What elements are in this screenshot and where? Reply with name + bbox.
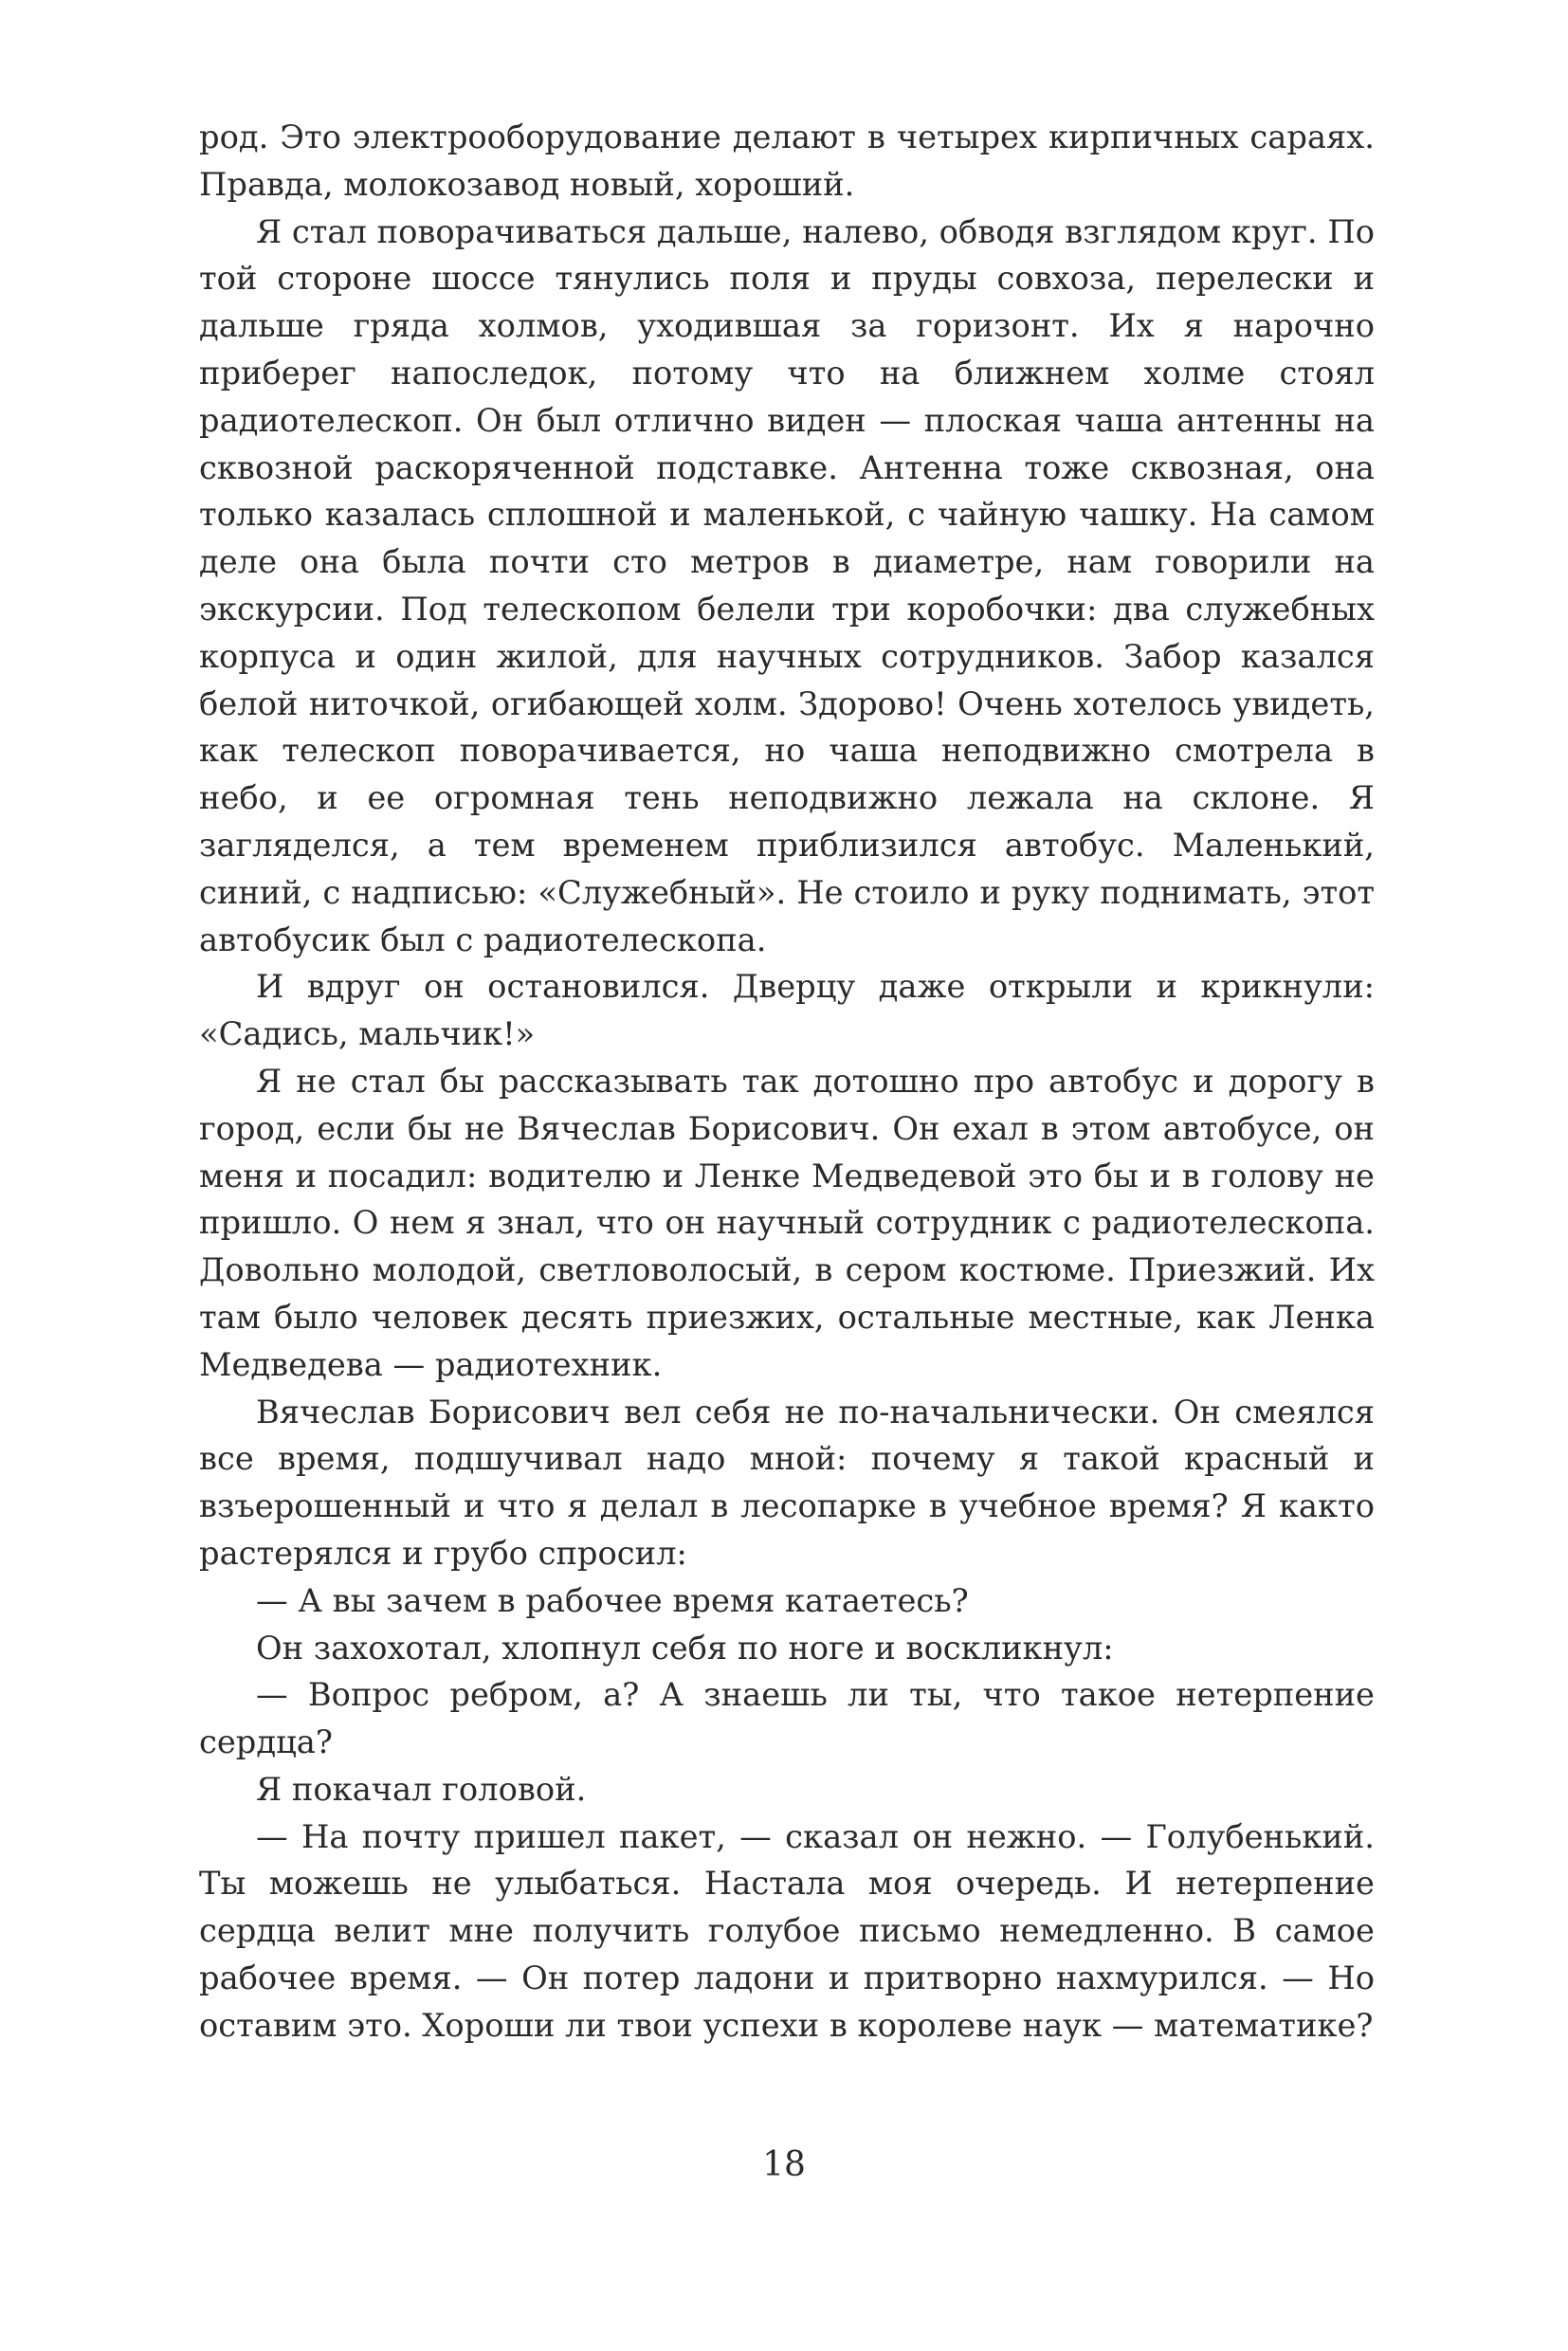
dialogue-line: — На почту пришел пакет, — сказал он нежно. — Голубенький. Ты можешь не улыбаться. Настала моя очередь. И нетерпение сердца велит мне получить голубое письмо немедленно. В самое рабочее время. — Он потер ладони и притворно нахмурился. — Но оставим это. Хороши ли твои успехи в королеве наук — математике? [199, 1817, 1375, 2044]
paragraph: Вячеслав Борисович вел себя не по-начальнически. Он смеялся все время, подшучивал надо мной: почему я такой красный и взъерошенный и что я делал в лесопарке в учебное время? Я както растерялся и грубо спросил: [199, 1393, 1375, 1572]
page-number: 18 [762, 2145, 806, 2184]
dialogue-line: — Вопрос ребром, а? А знаешь ли ты, что такое нетерпение сердца? [199, 1676, 1375, 1761]
dialogue-line: — А вы зачем в рабочее время катаетесь? [256, 1581, 969, 1619]
page-body-text [199, 114, 1375, 2050]
paragraph: род. Это электрооборудование делают в четырех кирпичных сараях. Правда, молокозавод новый, хороший. [199, 118, 1375, 203]
paragraph: Я не стал бы рассказывать так дотошно про автобус и дорогу в город, если бы не Вячеслав Борисович. Он ехал в этом автобусе, он меня и посадил: водителю и Ленке Медведевой это бы и в голову не пришло. О нем я знал, что он научный сотрудник с радиотелескопа. Довольно молодой, светловолосый, в сером костюме. Приезжий. Их там было человек десять приезжих, остальные местные, как Ленка Медведева — радиотехник. [199, 1062, 1375, 1383]
paragraph: Я стал поворачиваться дальше, налево, обводя взглядом круг. По той стороне шоссе тянулись поля и пруды совхоза, перелески и дальше гряда холмов, уходившая за горизонт. Их я нарочно приберег напоследок, потому что на ближнем холме стоял радиотелескоп. Он был отлично виден — плоская чаша антенны на сквозной раскоряченной подставке. Антенна тоже сквозная, она только казалась сплошной и маленькой, с чайную чашку. На самом деле она была почти сто метров в диаметре, нам говорили на экскурсии. Под телескопом белели три коробочки: два служебных корпуса и один жилой, для научных сотрудников. Забор казался белой ниточкой, огибающей холм. Здорово! Очень хотелось увидеть, как телескоп поворачивается, но чаша неподвижно смотрела в небо, и ее огромная тень неподвижно лежала на склоне. Я загляделся, а тем временем приблизился автобус. Маленький, синий, с надписью: «Служебный». Не стоило и руку поднимать, этот автобусик был с радиотелескопа. [199, 212, 1375, 958]
paragraph: Я покачал головой. [256, 1770, 587, 1808]
paragraph: Он захохотал, хлопнул себя по ноге и воскликнул: [256, 1629, 1114, 1667]
paragraph: И вдруг он остановился. Дверцу даже открыли и крикнули: «Садись, мальчик!» [199, 968, 1375, 1053]
